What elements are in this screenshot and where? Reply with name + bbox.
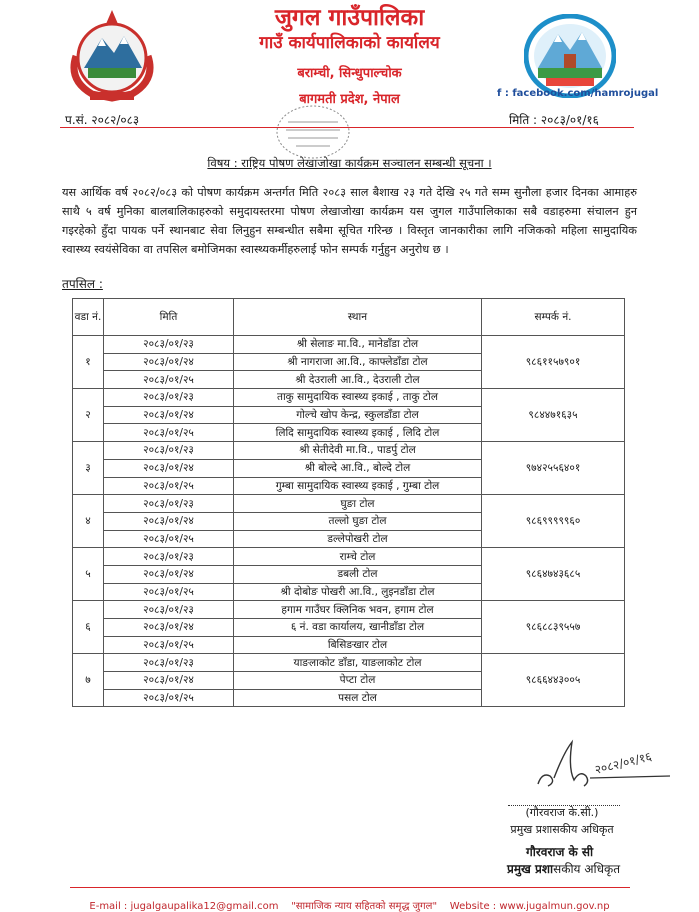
row-place: गुम्बा सामुदायिक स्वास्थ्य इकाई , गुम्बा टोल bbox=[234, 477, 482, 495]
row-date: २०८३/०१/२३ bbox=[104, 336, 234, 354]
row-date: २०८३/०१/२५ bbox=[104, 530, 234, 548]
row-date: २०८३/०१/२५ bbox=[104, 689, 234, 707]
table-row bbox=[73, 601, 625, 619]
contact-number: ९८६८८३९५५७ bbox=[482, 601, 625, 654]
contact-number: ९८६६४४३००५ bbox=[482, 654, 625, 707]
table-row bbox=[73, 442, 625, 460]
header-ward: वडा नं. bbox=[73, 299, 104, 336]
row-place: डबली टोल bbox=[234, 565, 482, 583]
header-date: मिति bbox=[104, 299, 234, 336]
row-place: श्री सेतीदेवी मा.वि., पाडर्पु टोल bbox=[234, 442, 482, 460]
office-stamp-icon bbox=[274, 104, 352, 160]
row-date: २०८३/०१/२४ bbox=[104, 512, 234, 530]
row-place: बिसिङखार टोल bbox=[234, 636, 482, 654]
row-place: पसल टोल bbox=[234, 689, 482, 707]
row-place: श्री सेलाङ मा.वि., मानेडाँडा टोल bbox=[234, 336, 482, 354]
ward-number: ४ bbox=[73, 495, 104, 548]
ward-number: ६ bbox=[73, 601, 104, 654]
subject-text: विषय : राष्ट्रिय पोषण लेखाजोखा कार्यक्रम सञ्चालन सम्बन्धी सूचना । bbox=[207, 156, 492, 170]
row-place: श्री देउराली आ.वि., देउराली टोल bbox=[234, 371, 482, 389]
letter-date: मिति : २०८३/०१/१६ bbox=[509, 113, 599, 127]
office-title: गाउँ कार्यपालिकाको कार्यालय bbox=[259, 33, 440, 53]
row-place: ताकु सामुदायिक स्वास्थ्य इकाई , ताकु टोल bbox=[234, 389, 482, 407]
row-date: २०८३/०१/२४ bbox=[104, 672, 234, 690]
row-date: २०८३/०१/२४ bbox=[104, 619, 234, 637]
row-date: २०८३/०१/२३ bbox=[104, 389, 234, 407]
row-place: तल्लो घुङा टोल bbox=[234, 512, 482, 530]
contact-number: ९८६९९९९९६० bbox=[482, 495, 625, 548]
row-date: २०८३/०१/२३ bbox=[104, 654, 234, 672]
row-date: २०८३/०१/२३ bbox=[104, 548, 234, 566]
reference-number: प.सं. २०८२/०८३ bbox=[65, 113, 140, 127]
row-place: घुङा टोल bbox=[234, 495, 482, 513]
facebook-link[interactable] bbox=[497, 88, 658, 99]
office-province: बागमती प्रदेश, नेपाल bbox=[299, 92, 400, 107]
row-date: २०८३/०१/२४ bbox=[104, 406, 234, 424]
row-date: २०८३/०१/२५ bbox=[104, 477, 234, 495]
header-divider bbox=[60, 127, 634, 128]
stamp-title-bold: प्रमुख प्रशा bbox=[507, 862, 554, 876]
row-place: याङलाकोट डाँडा, याङलाकोट टोल bbox=[234, 654, 482, 672]
municipality-title: जुगल गाउँपालिका bbox=[274, 5, 425, 31]
contact-number: ९८४४७१६३५ bbox=[482, 389, 625, 442]
ward-number: २ bbox=[73, 389, 104, 442]
footer-email[interactable]: E-mail : jugalgaupalika12@gmail.com bbox=[89, 901, 279, 912]
ward-number: १ bbox=[73, 336, 104, 389]
table-row bbox=[73, 336, 625, 354]
stamp-signatory-name: गौरवराज के सी bbox=[526, 845, 594, 859]
header-contact: सम्पर्क नं. bbox=[482, 299, 625, 336]
row-place: लिदि सामुदायिक स्वास्थ्य इकाई , लिदि टोल bbox=[234, 424, 482, 442]
footer-divider bbox=[70, 887, 630, 888]
stamp-signatory-title bbox=[507, 860, 620, 877]
table-row bbox=[73, 389, 625, 407]
row-date: २०८३/०१/२५ bbox=[104, 636, 234, 654]
row-date: २०८३/०१/२४ bbox=[104, 353, 234, 371]
row-date: २०८३/०१/२५ bbox=[104, 424, 234, 442]
row-date: २०८३/०१/२४ bbox=[104, 565, 234, 583]
row-date: २०८३/०१/२५ bbox=[104, 371, 234, 389]
table-row bbox=[73, 548, 625, 566]
table-row bbox=[73, 495, 625, 513]
svg-text:२०८२/०१/१६: २०८२/०१/१६ bbox=[593, 749, 654, 777]
ward-number: ३ bbox=[73, 442, 104, 495]
row-place: पेप्टा टोल bbox=[234, 672, 482, 690]
facebook-text: f : facebook.com/hamrojugal bbox=[497, 88, 659, 99]
signature-icon bbox=[520, 732, 690, 802]
row-date: २०८३/०१/२३ bbox=[104, 442, 234, 460]
signatory-title: प्रमुख प्रशासकीय अधिकृत bbox=[510, 823, 614, 836]
row-date: २०८३/०१/२४ bbox=[104, 459, 234, 477]
row-place: श्री दोबोङ पोखरी आ.वि., लुइनडाँडा टोल bbox=[234, 583, 482, 601]
row-place: श्री बोल्दे आ.वि., बोल्दे टोल bbox=[234, 459, 482, 477]
row-place: राम्चे टोल bbox=[234, 548, 482, 566]
letter-body: यस आर्थिक वर्ष २०८२/०८३ को पोषण कार्यक्रम अन्तर्गत मिति २०८३ साल बैशाख २३ गते देखि २५ गते सम्म सुनौला हजार दिनका आमाहरु साथै ५ वर्ष मुनिका बालबालिकाहरुको समुदायस्तरमा पोषण लेखाजोखा कार्यक्रम यस जुगल गाउँपालिकाका सबै वडाहरुमा संचालन हुन गइरहेको हुँदा पायक पर्ने स्थानबाट सेवा लिनुहुन सम्बन्धीत सबैमा सूचित गरिन्छ । विस्तृत जानकारीका लागि नजिकको महिला सामुदायिक स्वास्थ्य स्वयंसेविका वा तपसिल बमोजिमका स्वास्थ्यकर्मीहरुलाई फोन सम्पर्क गर्नुहुन अनुरोध छ । bbox=[62, 186, 637, 256]
header-place: स्थान bbox=[234, 299, 482, 336]
row-place: हगाम गाउँघर क्लिनिक भवन, हगाम टोल bbox=[234, 601, 482, 619]
signatory-name: (गौरवराज के.सी.) bbox=[525, 806, 599, 819]
footer-website[interactable]: Website : www.jugalmun.gov.np bbox=[449, 901, 610, 912]
office-location: बराम्ची, सिन्धुपाल्चोक bbox=[297, 66, 402, 81]
stamp-title-rest: सकीय अधिकृत bbox=[553, 862, 621, 876]
contact-number: ९८६११५७९०१ bbox=[482, 336, 625, 389]
ward-number: ७ bbox=[73, 654, 104, 707]
row-date: २०८३/०१/२३ bbox=[104, 495, 234, 513]
row-place: ६ नं. वडा कार्यालय, खानीडाँडा टोल bbox=[234, 619, 482, 637]
table-row bbox=[73, 654, 625, 672]
row-place: डल्लेपोखरी टोल bbox=[234, 530, 482, 548]
schedule-table bbox=[72, 298, 625, 707]
footer-slogan: "सामाजिक न्याय सहितको समृद्ध जुगल" bbox=[291, 901, 438, 912]
row-place: श्री नागराजा आ.वि., काफ्लेडाँडा टोल bbox=[234, 353, 482, 371]
contact-number: ९७४२५५६४०१ bbox=[482, 442, 625, 495]
ward-number: ५ bbox=[73, 548, 104, 601]
row-date: २०८३/०१/२३ bbox=[104, 601, 234, 619]
schedule-label: तपसिल : bbox=[62, 277, 103, 291]
row-date: २०८३/०१/२५ bbox=[104, 583, 234, 601]
row-place: गोल्चे खोप केन्द्र, स्कुलडाँडा टोल bbox=[234, 406, 482, 424]
letter-subject bbox=[0, 156, 699, 171]
contact-number: ९८६४७४३६८५ bbox=[482, 548, 625, 601]
table-header-row bbox=[73, 299, 625, 336]
